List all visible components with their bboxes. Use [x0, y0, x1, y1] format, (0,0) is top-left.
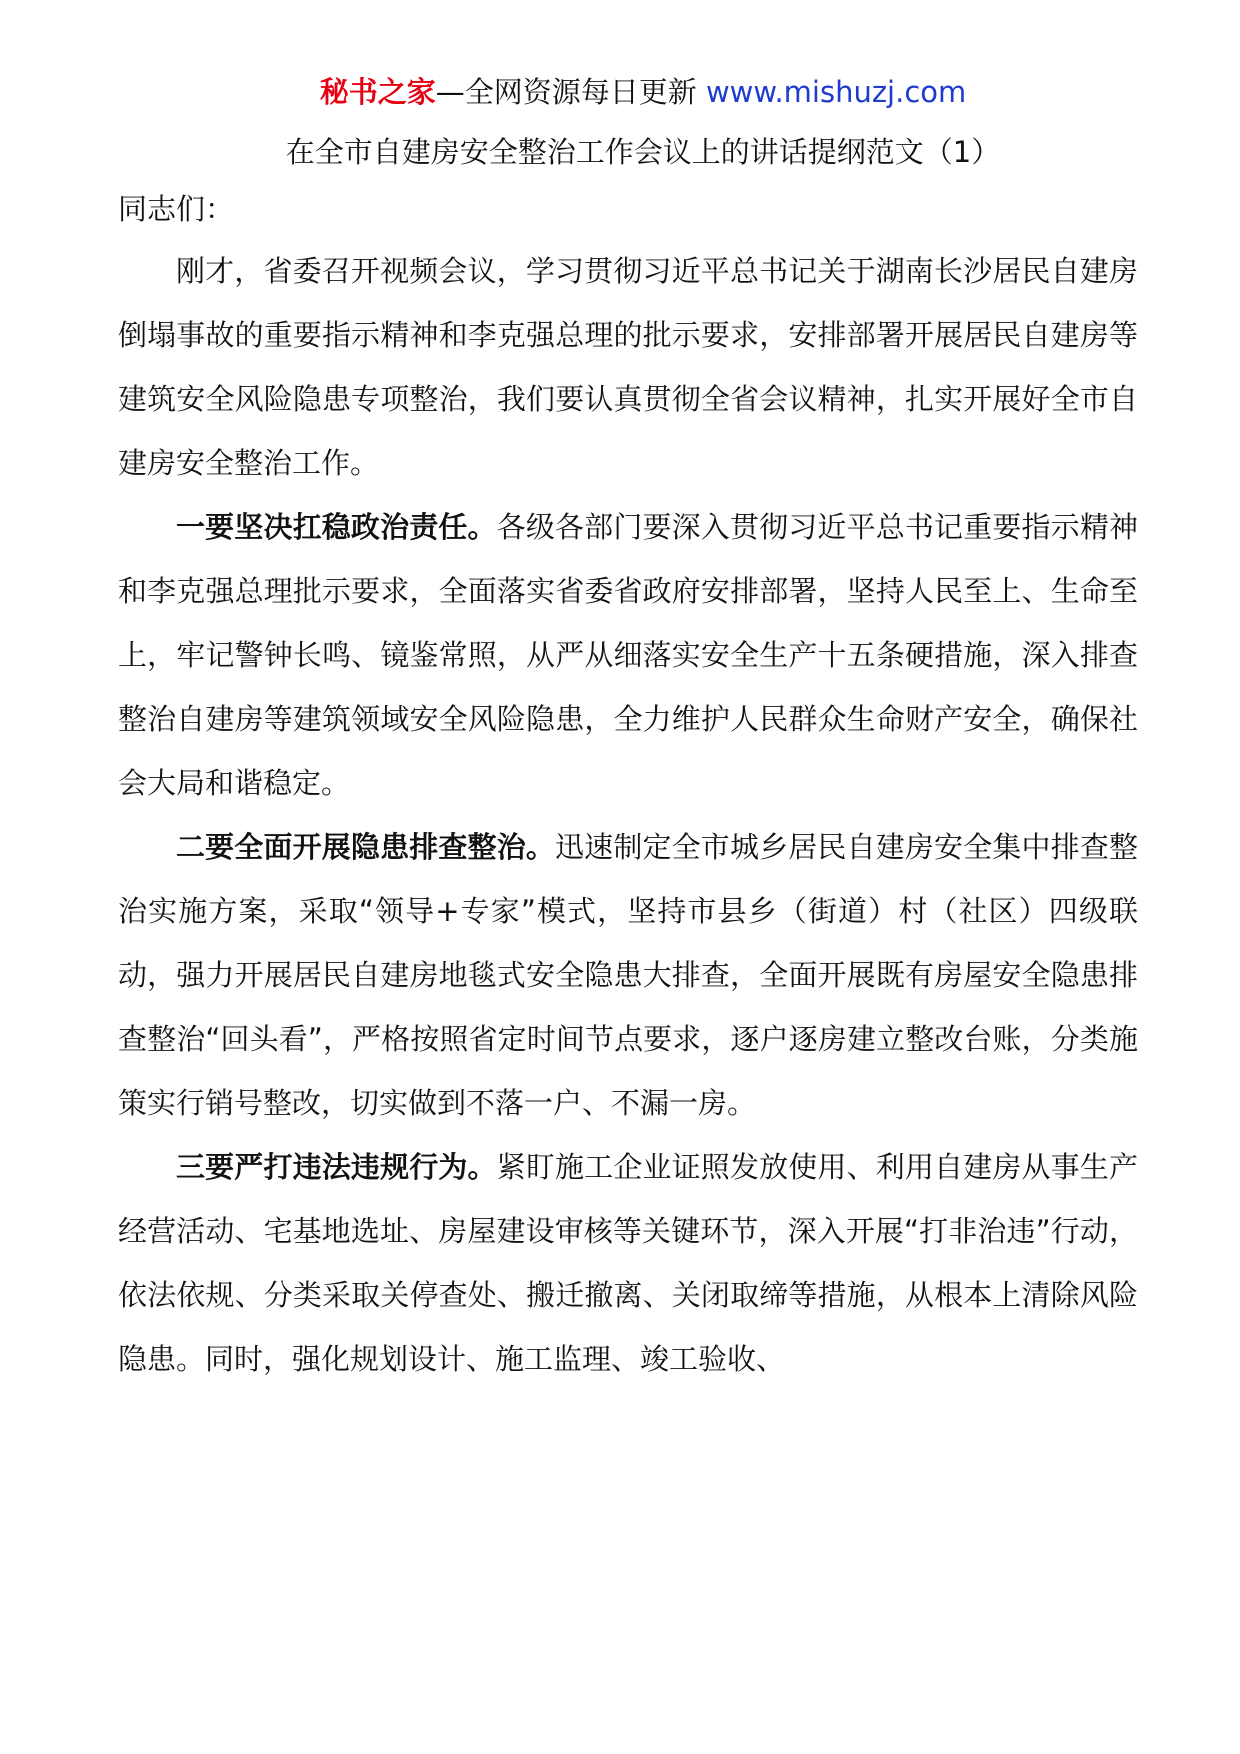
site-url[interactable]: www.mishuzj.com — [705, 75, 967, 109]
point-heading-2: 二要全面开展隐患排查整治。 — [176, 830, 556, 864]
point-heading-1: 一要坚决扛稳政治责任。 — [176, 510, 497, 544]
point-paragraph-1 — [118, 495, 1138, 815]
brand-name: 秘书之家 — [319, 75, 436, 109]
point-heading-3: 三要严打违法违规行为。 — [176, 1150, 497, 1184]
document-page — [118, 72, 1138, 1391]
point-body-1: 各级各部门要深入贯彻习近平总书记重要指示精神和李克强总理批示要求，全面落实省委省政府安排部署，坚持人民至上、生命至上，牢记警钟长鸣、镜鉴常照，从严从细落实安全生产十五条硬措施，深入排查整治自建房等建筑领域安全风险隐患，全力维护人民群众生命财产安全，确保社会大局和谐稳定。 — [118, 510, 1138, 800]
point-body-2: 迅速制定全市城乡居民自建房安全集中排查整治实施方案，采取“领导+专家”模式，坚持市县乡（街道）村（社区）四级联动，强力开展居民自建房地毯式安全隐患大排查，全面开展既有房屋安全隐患排查整治“回头看”，严格按照省定时间节点要求，逐户逐房建立整改台账，分类施策实行销号整改，切实做到不落一户、不漏一房。 — [118, 830, 1138, 1120]
document-title: 在全市自建房安全整治工作会议上的讲话提纲范文（1） — [285, 135, 1001, 169]
header-tagline: —全网资源每日更新 — [435, 75, 706, 109]
site-header — [148, 72, 1138, 112]
intro-paragraph: 刚才，省委召开视频会议，学习贯彻习近平总书记关于湖南长沙居民自建房倒塌事故的重要指示精神和李克强总理的批示要求，安排部署开展居民自建房等建筑安全风险隐患专项整治，我们要认真贯彻全省会议精神，扎实开展好全市自建房安全整治工作。 — [118, 254, 1138, 480]
point-paragraph-3 — [118, 1135, 1138, 1391]
point-paragraph-2 — [118, 815, 1138, 1135]
salutation: 同志们： — [118, 192, 235, 226]
point-body-3: 紧盯施工企业证照发放使用、利用自建房从事生产经营活动、宅基地选址、房屋建设审核等关键环节，深入开展“打非治违”行动，依法依规、分类采取关停查处、搬迁撤离、关闭取缔等措施，从根本上清除风险隐患。同时，强化规划设计、施工监理、竣工验收、 — [118, 1150, 1138, 1376]
